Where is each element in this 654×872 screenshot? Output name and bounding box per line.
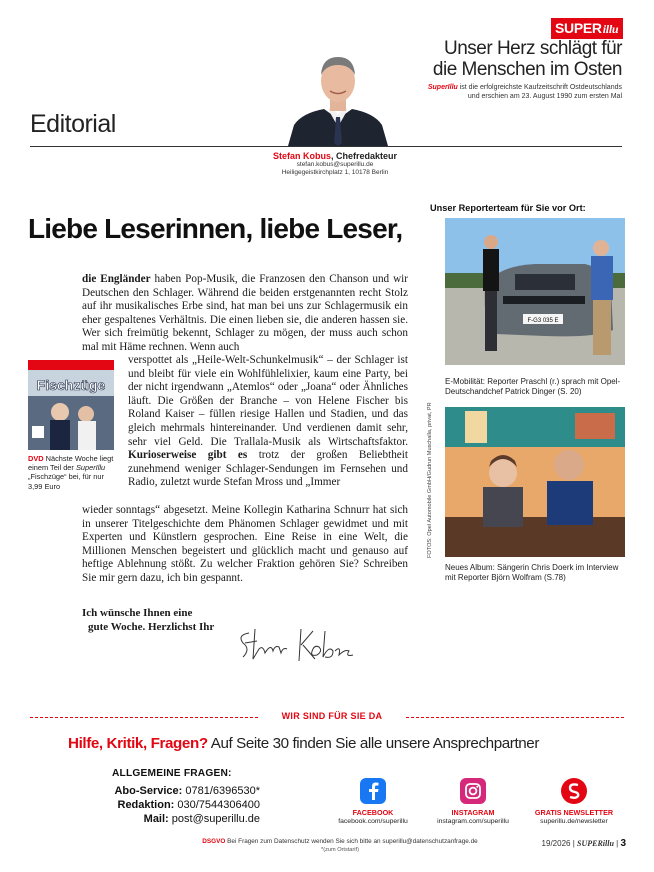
facebook-icon [360, 778, 386, 804]
facebook-link[interactable]: FACEBOOK facebook.com/superillu [323, 778, 423, 826]
closing: Ich wünsche Ihnen eine gute Woche. Herzlichst Ihr [82, 607, 215, 633]
author-role: , Chefredakteur [330, 151, 398, 161]
mail-contact[interactable]: Mail: post@superillu.de [143, 813, 260, 825]
author-name: Stefan Kobus [272, 151, 331, 161]
instagram-link[interactable]: INSTAGRAM instagram.com/superillu [423, 778, 523, 826]
divider-left [30, 717, 258, 718]
reporter-team-title: Unser Reporterteam für Sie vor Ort: [430, 203, 586, 213]
dvd-cover-title: Fischzüge [36, 377, 106, 393]
header-divider [30, 146, 622, 147]
page-info: 19/2026 | SUPERillu | 3 [541, 838, 626, 849]
slogan: Unser Herz schlägt für die Menschen im Osten [432, 38, 622, 80]
dvd-cover-image [28, 360, 114, 450]
slogan-subline: SuperIllu ist die erfolgreichste Kaufzeitschrift Ostdeutschlands und erschien am 23. August 1990 zum ersten Mal [427, 84, 622, 100]
paragraph-3: wieder sonntags“ abgesetzt. Meine Kollegin Katharina Schnurr hat sich in unserer Titelgeschichte dem Phänomen Schlager gewidmet und mit Experten und Künstlern gesprochen. Eine Reise in eine Welt, die Millionen Menschen begeistert und glücklich macht und genauso auf heftige Ablehnung stößt. Zu welcher Fraktion gehören Sie? Schreiben Sie mir gern dazu, ich bin gespannt. [82, 504, 408, 584]
redaktion-phone: Redaktion: 030/7544306400 [117, 799, 260, 811]
contact-section-title: WIR SIND FÜR SIE DA [281, 711, 383, 721]
paragraph-1: die Engländer haben Pop-Musik, die Franzosen den Chanson und wir Deutschen den Schlager. Während die beiden erstgenannten recht Stolz auf ihr musikalisches Erbe sind, hat man bei uns zur Schlagermusik ein eher gespaltenes Verhältnis. Die einen lieben sie, die anderen hassen sie. Wer sich freimütig bekennt, Schlager zu mögen, der muss auch schon mal mit Häme rechnen. Wenn auch [82, 273, 408, 353]
contact-list [30, 784, 260, 826]
reporter-caption-1: E-Mobilität: Reporter Praschl (r.) sprach mit Opel-Deutschandchef Patrick Dinger (S. 20) [445, 377, 621, 396]
privacy-note: DSGVO Bei Fragen zum Datenschutz wenden Sie sich bitte an superillu@datenschutzanfrage.de *(zum Ortstarif) [202, 838, 478, 853]
author-email[interactable]: stefan.kobus@superillu.de [296, 161, 374, 168]
general-questions-title: ALLGEMEINE FRAGEN: [112, 768, 232, 779]
divider-right [406, 717, 624, 718]
newsletter-link[interactable]: GRATIS NEWSLETTER superillu.de/newsletter [524, 778, 624, 826]
abo-service: Abo-Service: 0781/6396530* [114, 785, 260, 797]
reporter-caption-2: Neues Album: Sängerin Chris Doerk im Interview mit Reporter Björn Wolfram (S.78) [445, 563, 619, 582]
dvd-caption: DVD Nächste Woche liegt einem Teil der SuperIllu „Fischzüge“ bei, für nur 3,99 Euro [28, 454, 114, 491]
instagram-icon [460, 778, 486, 804]
author-address: Heiligegeistkirchplatz 1, 10178 Berlin [281, 169, 389, 176]
reporter-photo-interview [445, 407, 625, 557]
newsletter-icon [561, 778, 587, 804]
editor-photo [284, 45, 392, 146]
section-title: Editorial [30, 110, 116, 138]
photo-credit: FOTOS: Opel Automobile GmbH/Gudrun Muschalla, privat, PR [427, 402, 433, 558]
page-number: 3 [620, 838, 626, 849]
reporter-photo-car [445, 218, 625, 365]
paragraph-2: verspottet als „Heile-Welt-Schunkelmusik“ – der Schlager ist und bleibt für viele ein Wohlfühlelixier, kaum eine Party, bei der nicht irgendwann „Atemlos“ oder „Joana“ oder Ähnliches läuft. Die Größen der Branche – von Helene Fischer bis Roland Kaiser – füllen riesige Hallen und Stadien, und das gleich mehrmals hintereinander. Und verdienen damit sehr, sehr viel Geld. Die Trallala-Musik als Wirtschaftsfaktor. Kurioserweise gibt es trotz der großen Beliebtheit zunehmend weniger Schlager-Sendungen im Fernsehen und Radio, zuletzt wurde Stefan Mross und „Immer [128, 354, 408, 489]
help-line: Hilfe, Kritik, Fragen? Auf Seite 30 finden Sie alle unsere Ansprechpartner [68, 735, 540, 752]
author-block [230, 151, 440, 177]
headline: Liebe Leserinnen, liebe Leser, [28, 213, 403, 244]
signature [235, 621, 365, 667]
license-plate: F-G3 035 E [527, 318, 559, 324]
superillu-logo: SUPERillu [551, 18, 623, 39]
